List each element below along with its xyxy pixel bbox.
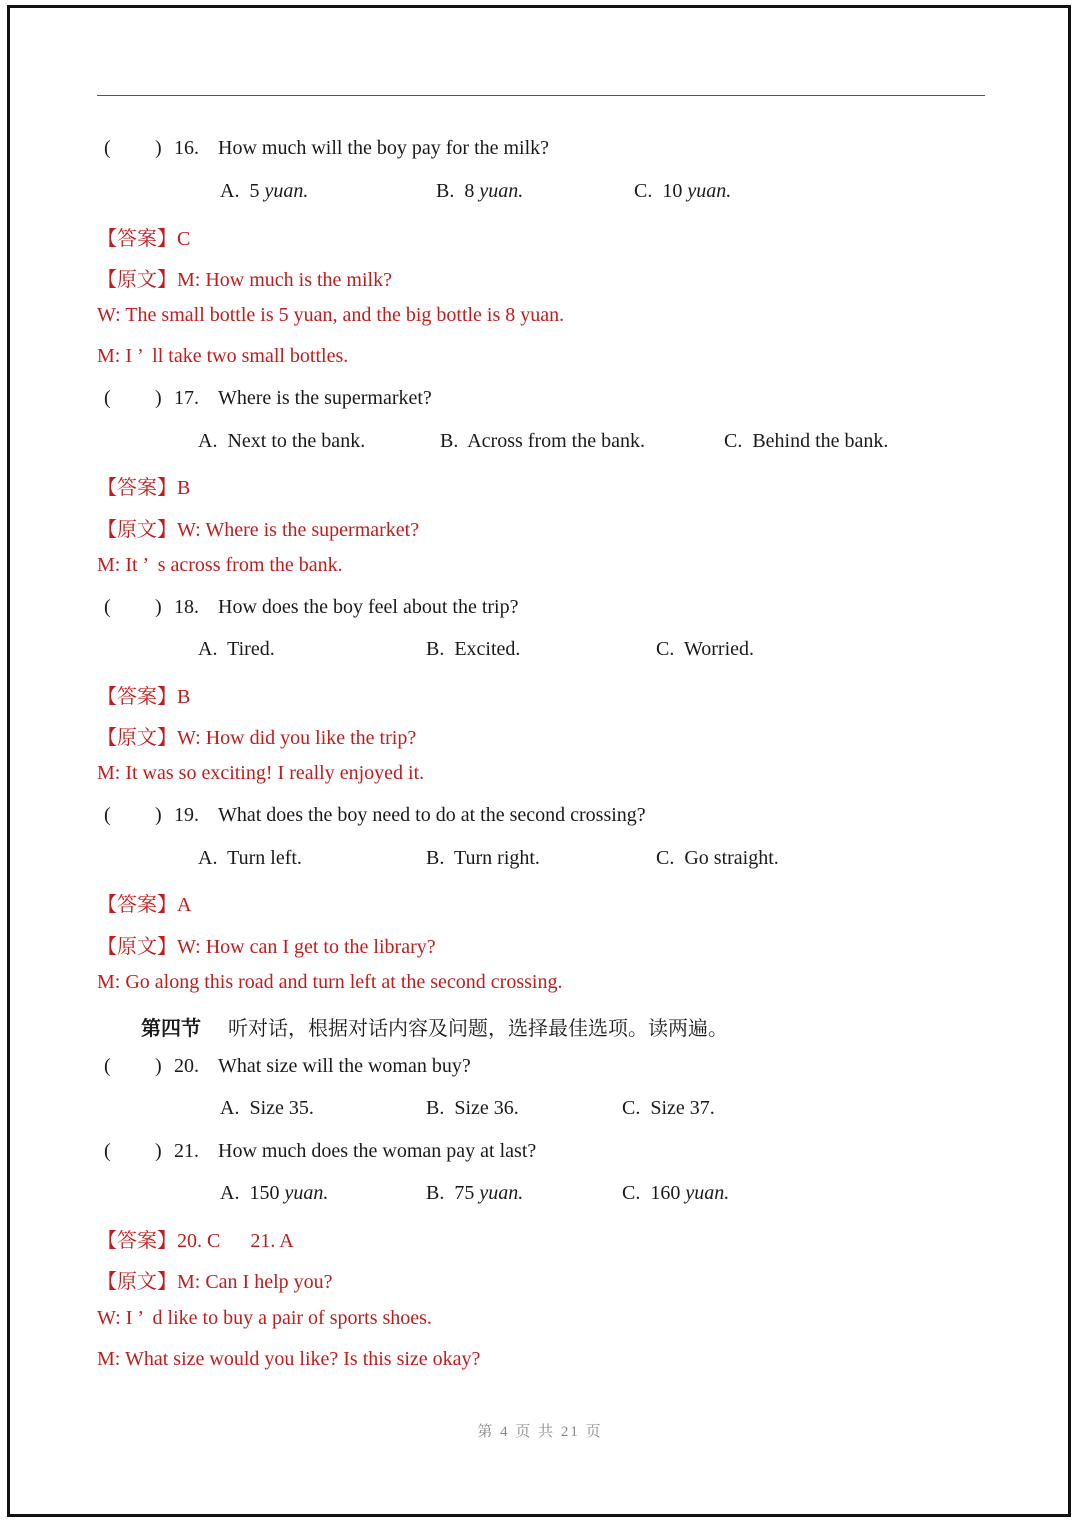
question-17-text: Where is the supermarket? — [218, 387, 432, 409]
answer-paren-open: ( — [104, 596, 111, 618]
q19-option-c: C. Go straight. — [656, 847, 779, 869]
answer-paren-close: ) — [155, 1055, 162, 1077]
question-18-number: 18. — [174, 596, 199, 618]
question-19-number: 19. — [174, 804, 199, 826]
q19-option-a: A. Turn left. — [198, 847, 302, 869]
q17-answer: 【答案】B — [97, 477, 191, 499]
answer-paren-open: ( — [104, 387, 111, 409]
answer-paren-close: ) — [155, 596, 162, 618]
q16-option-b: B. 8 yuan. — [436, 180, 524, 202]
q20-21-script: 【原文】M: Can I help you? — [97, 1271, 333, 1293]
q18-script: 【原文】W: How did you like the trip? — [97, 727, 417, 749]
answer-paren-open: ( — [104, 137, 111, 159]
section-instruction: 听对话，根据对话内容及问题，选择最佳选项。读两遍。 — [228, 1018, 728, 1040]
q16-answer: 【答案】C — [97, 228, 191, 250]
q17-option-a: A. Next to the bank. — [198, 430, 366, 452]
question-16-text: How much will the boy pay for the milk? — [218, 137, 550, 159]
answer-paren-open: ( — [104, 1055, 111, 1077]
q19-script: 【原文】W: How can I get to the library? — [97, 936, 436, 958]
question-16-number: 16. — [174, 137, 199, 159]
q16-script-line: W: The small bottle is 5 yuan, and the big bottle is 8 yuan. — [97, 304, 565, 326]
question-20-text: What size will the woman buy? — [218, 1055, 471, 1077]
q16-option-a: A. 5 yuan. — [220, 180, 309, 202]
page-footer: 第 4 页 共 21 页 — [477, 1424, 603, 1440]
q20-21-answer: 【答案】20. C 21. A — [97, 1230, 294, 1252]
answer-paren-close: ) — [155, 1140, 162, 1162]
q19-script-line: M: Go along this road and turn left at the second crossing. — [97, 971, 563, 993]
q17-option-c: C. Behind the bank. — [724, 430, 889, 452]
q18-option-c: C. Worried. — [656, 638, 755, 660]
question-21-text: How much does the woman pay at last? — [218, 1140, 537, 1162]
q16-script: 【原文】M: How much is the milk? — [97, 269, 392, 291]
q20-21-script-line: M: What size would you like? Is this size okay? — [97, 1348, 481, 1370]
q21-option-c: C. 160 yuan. — [622, 1182, 730, 1204]
q20-option-c: C. Size 37. — [622, 1097, 715, 1119]
answer-paren-close: ) — [155, 387, 162, 409]
q21-option-a: A. 150 yuan. — [220, 1182, 329, 1204]
q17-script: 【原文】W: Where is the supermarket? — [97, 519, 420, 541]
q18-answer: 【答案】B — [97, 686, 191, 708]
q20-option-a: A. Size 35. — [220, 1097, 314, 1119]
answer-paren-open: ( — [104, 804, 111, 826]
q19-option-b: B. Turn right. — [426, 847, 540, 869]
section-title: 第四节 — [141, 1018, 201, 1040]
q16-script-line: M: I ’ ll take two small bottles. — [97, 345, 349, 367]
q17-option-b: B. Across from the bank. — [440, 430, 645, 452]
q16-option-c: C. 10 yuan. — [634, 180, 732, 202]
q18-option-a: A. Tired. — [198, 638, 275, 660]
q18-option-b: B. Excited. — [426, 638, 521, 660]
answer-paren-close: ) — [155, 137, 162, 159]
question-17-number: 17. — [174, 387, 199, 409]
question-20-number: 20. — [174, 1055, 199, 1077]
question-21-number: 21. — [174, 1140, 199, 1162]
question-18-text: How does the boy feel about the trip? — [218, 596, 519, 618]
q19-answer: 【答案】A — [97, 894, 192, 916]
q18-script-line: M: It was so exciting! I really enjoyed it. — [97, 762, 425, 784]
q20-option-b: B. Size 36. — [426, 1097, 519, 1119]
header-rule — [97, 95, 985, 96]
answer-paren-open: ( — [104, 1140, 111, 1162]
q17-script-line: M: It ’ s across from the bank. — [97, 554, 343, 576]
q20-21-script-line: W: I ’ d like to buy a pair of sports shoes. — [97, 1307, 432, 1329]
answer-paren-close: ) — [155, 804, 162, 826]
question-19-text: What does the boy need to do at the second crossing? — [218, 804, 646, 826]
q21-option-b: B. 75 yuan. — [426, 1182, 524, 1204]
